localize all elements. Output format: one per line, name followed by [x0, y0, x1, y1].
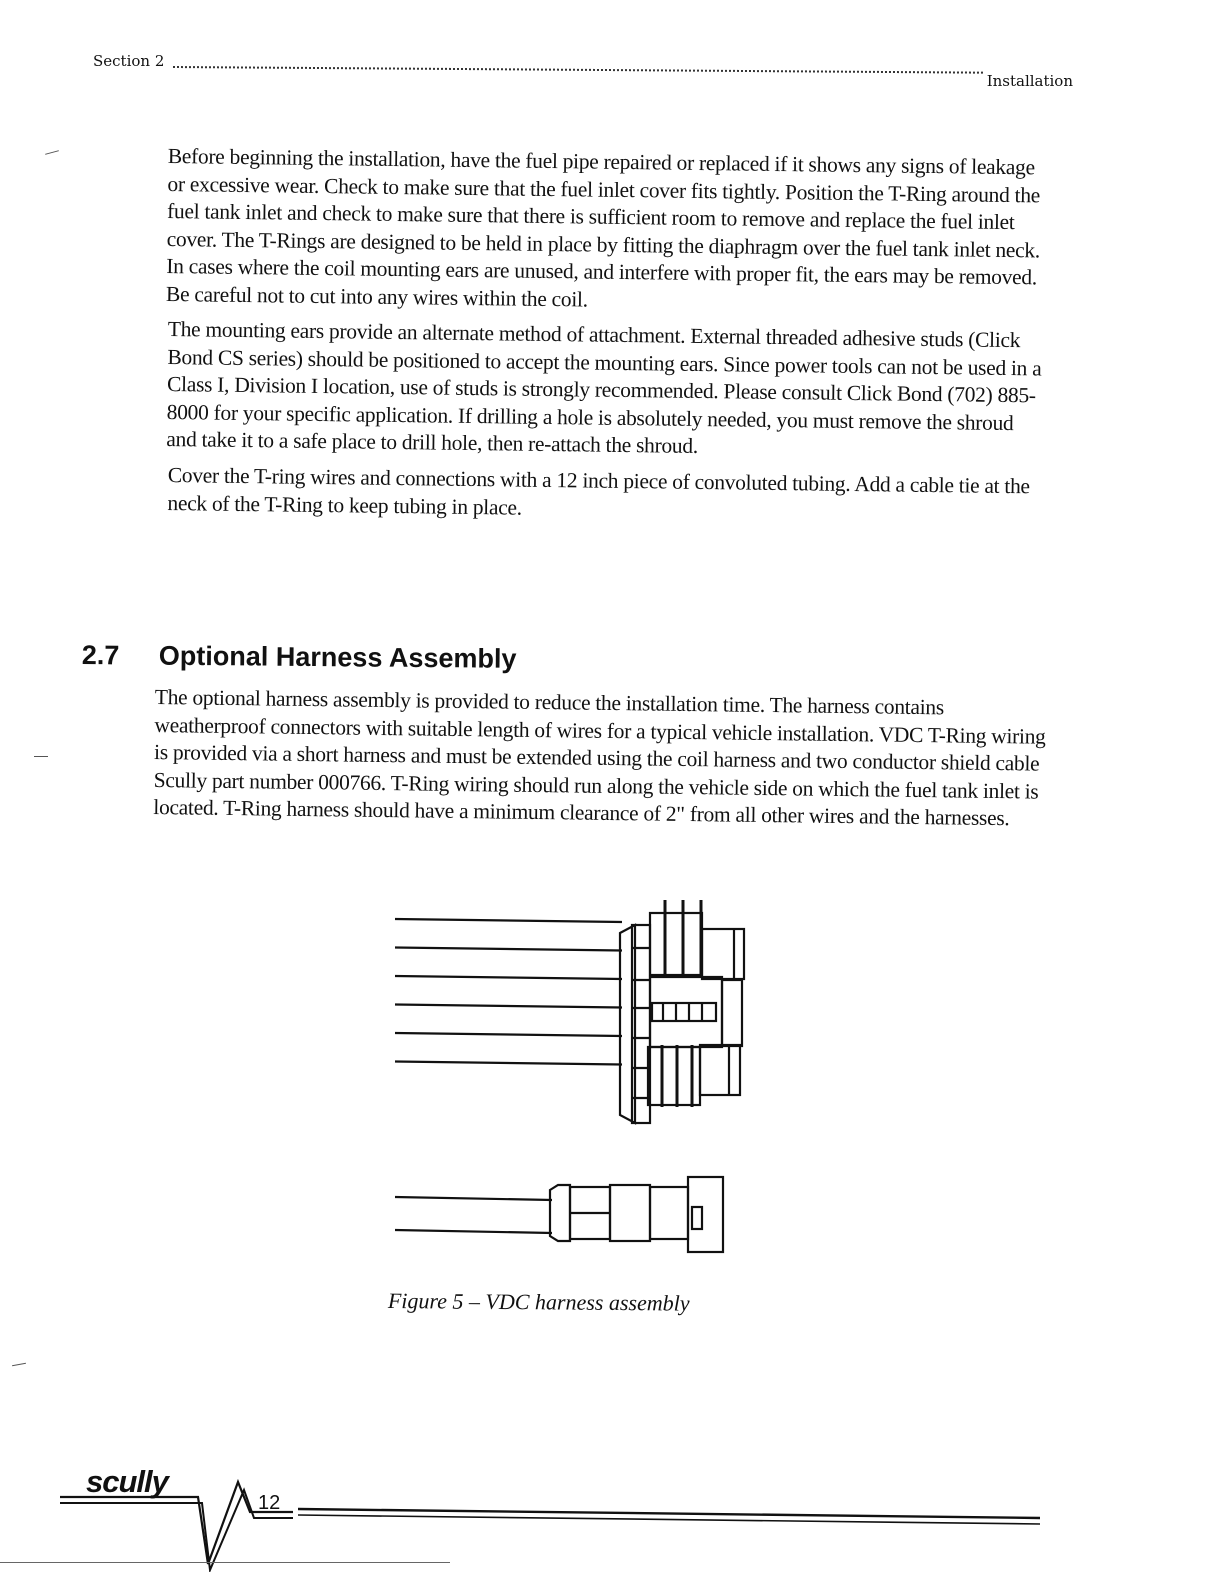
- paragraph: Cover the T-ring wires and connections with a 12 inch piece of convoluted tubing. Add a cable tie at the neck of the T-Ring to keep tubing in place.: [167, 462, 1030, 519]
- footer-rule-graphic: [58, 1462, 1048, 1572]
- section-heading: [82, 640, 517, 675]
- scan-mark: [34, 756, 48, 757]
- small-connector-cap: [688, 1177, 723, 1252]
- connector-bottom-side: [700, 1045, 740, 1095]
- header-section-label: Section 2: [93, 52, 165, 70]
- connector-latch-side: [722, 980, 742, 1046]
- page-footer: [58, 1462, 1048, 1572]
- wire: [395, 1197, 552, 1200]
- small-connector-body-2: [650, 1187, 688, 1239]
- header-dot-leader: [173, 66, 983, 74]
- page-number: 12: [258, 1492, 281, 1514]
- large-connector-drawing: [395, 900, 744, 1123]
- scan-edge-line: [0, 1562, 450, 1563]
- scan-mark: [12, 1363, 26, 1366]
- connector-top-side: [702, 929, 744, 979]
- header-chapter-title: Installation: [986, 72, 1073, 90]
- section-number: 2.7: [81, 640, 120, 671]
- harness-figure: [380, 885, 760, 1285]
- connector-latch-frame: [650, 977, 722, 1047]
- figure-caption: Figure 5 – VDC harness assembly: [387, 1288, 690, 1316]
- wire: [395, 976, 622, 979]
- paragraph: The optional harness assembly is provided to reduce the installation time. The harness contains weatherproof connectors with suitable length of wires for a typical vehicle installation. VDC T-Ring wiring is provided via a short harness and must be extended using the coil harness and two conductor shield cable Scully part number 000766. T-Ring wiring should run along the vehicle side on which the fuel tank inlet is located. T-Ring harness should have a minimum clearance of 2" from all other wires and the harnesses.: [153, 684, 1046, 831]
- scully-logo: scully: [86, 1464, 168, 1499]
- section-title: Optional Harness Assembly: [158, 640, 517, 674]
- wire: [395, 1062, 622, 1065]
- wire: [395, 1005, 622, 1008]
- small-connector-body: [610, 1185, 650, 1241]
- wire: [395, 948, 622, 951]
- paragraph: Before beginning the installation, have the fuel pipe repaired or replaced if it shows any signs of leakage or excessive wear. Check to make sure that the fuel inlet cover fits tightly. Position the T-Ring around the fuel tank inlet and check to make sure that there is sufficient room to remove and replace the fuel inlet cover. The T-Rings are designed to be held in place by fitting the diaphragm over the fuel tank inlet neck. In cases where the coil mounting ears are unused, and interfere with proper fit, the ears may be removed. Be careful not to cut into any wires within the coil.: [165, 143, 1041, 312]
- small-connector-drawing: [395, 1177, 723, 1252]
- section-text-block: [155, 684, 1055, 830]
- running-header: [93, 52, 1073, 96]
- small-connector-latch: [692, 1207, 702, 1229]
- wire: [395, 1230, 552, 1233]
- scan-mark: [45, 150, 59, 155]
- intro-text-block: [165, 143, 1048, 525]
- small-connector-wires: [395, 1197, 552, 1233]
- paragraph: The mounting ears provide an alternate method of attachment. External threaded adhesive studs (Click Bond CS series) should be positioned to accept the mounting ears. Since power tools can not be used in a Class I, Division I location, use of studs is strongly recommended. Please consult Click Bond (702) 885-8000 for your specific application. If drilling a hole is absolutely needed, you must remove the shroud and take it to a safe place to drill hole, then re-attach the shroud.: [166, 316, 1042, 458]
- connector-pin-window: [652, 1003, 716, 1021]
- large-connector-wires: [395, 919, 622, 1065]
- connector-top-body: [650, 913, 702, 975]
- small-connector-boot: [550, 1185, 570, 1241]
- wire: [395, 1033, 622, 1036]
- wire: [395, 919, 622, 922]
